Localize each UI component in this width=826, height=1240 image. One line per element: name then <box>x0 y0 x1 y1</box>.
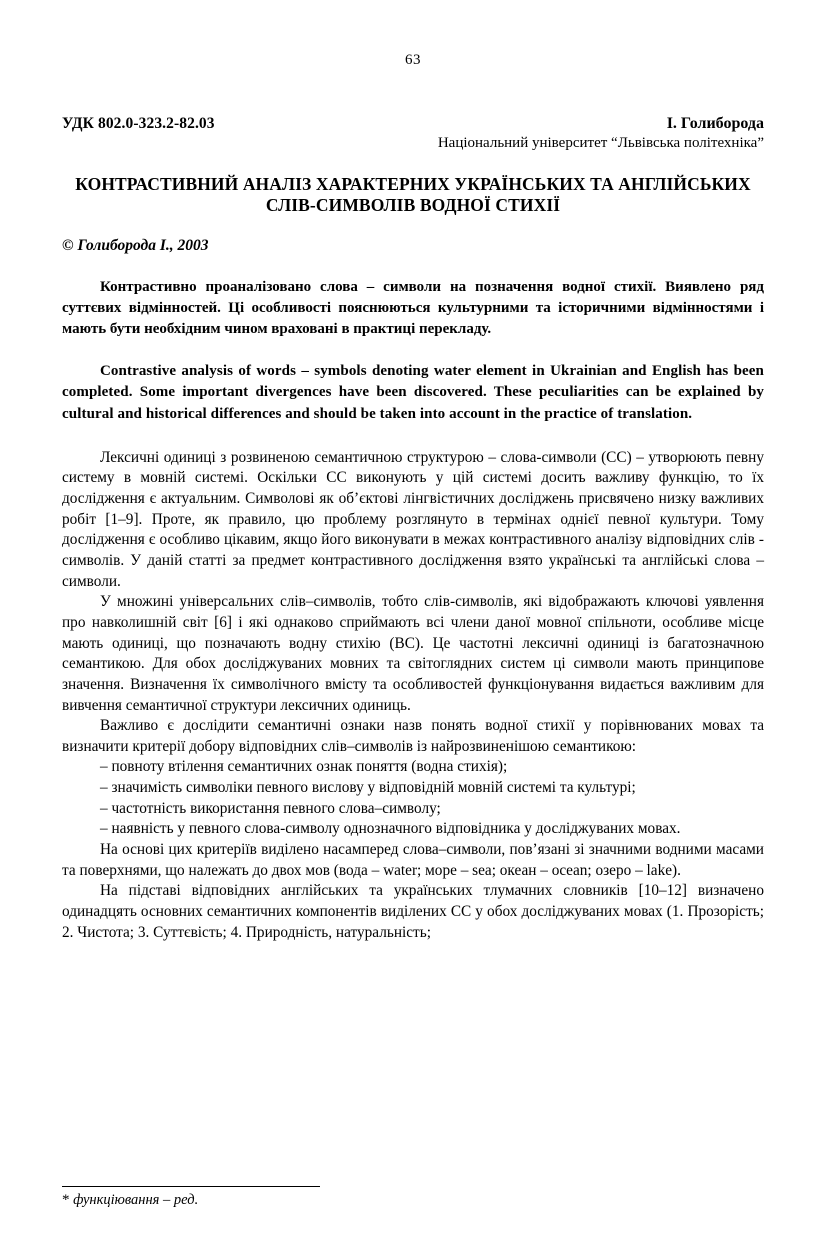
list-item: – наявність у певного слова-символу однозначного відповідника у досліджуваних мовах. <box>100 820 681 838</box>
criteria-list <box>62 757 764 840</box>
list-item: – частотність використання певного слова–символу; <box>100 799 441 817</box>
abstract-ukrainian: Контрастивно проаналізовано слова – символи на позначення водної стихії. Виявлено ряд суттєвих відмінностей. Ці особливості пояснюються культурними та історичними відмінностями і мають бути необхідним чином враховані в практиці перекладу. <box>62 278 764 338</box>
body-paragraph-2: У множині універсальних слів–символів, тобто слів-символів, які відображають ключові уявлення про навколишній світ [6] і які однаково сприймають всі члени даної мовної спільноти, особливе місце мають одиниці, що позначають водну стихію (ВС). Це частотні лексичні одиниці із багатозначною семантикою. Для обох досліджуваних мовних та світоглядних систем ці символи мають принципове значення. Визначення їх символічного вмісту та особливостей функціонування видається важливим для вивчення семантичної структури лексичних одиниць. <box>62 593 764 714</box>
body-paragraph-4: На основі цих критеріїв виділено насамперед слова–символи, пов’язані зі значними водними масами та поверхнями, що належать до двох мов (вода – water; море – sea; океан – ocean; озеро – lake). <box>62 841 764 879</box>
author-name: І. Голиборода <box>666 115 764 132</box>
list-item: – значимість символіки певного вислову у відповідній мовній системі та культурі; <box>100 779 636 797</box>
page-number: 63 <box>405 52 421 68</box>
footnote-text: функціювання – ред. <box>73 1191 199 1208</box>
affiliation: Національний університет “Львівська політехніка” <box>437 135 764 151</box>
body-paragraph-5: На підставі відповідних англійських та українських тлумачних словників [10–12] визначено одинадцять основних семантичних компонентів виділених СС у обох досліджуваних мовах (1. Прозорість; 2. Чистота; 3. Суттєвість; 4. Природність, натуральність; <box>62 882 764 941</box>
body-paragraph-1: Лексичні одиниці з розвиненою семантичною структурою – слова-символи (СС) – утворюють певну систему в мовній системі. Оскільки СС виконують у цій системі досить важливу функцію, то їх дослідження є актуальним. Символові як об’єктові лінгвістичних досліджень присвячено низку важливих робіт [1–9]. Проте, як правило, цю проблему розглянуто в термінах однієї певної культури. Тому дослідження є особливо цікавим, якщо його виконувати в межах контрастивного аналізу відповідних слів - символів. У даній статті за предмет контрастивного дослідження взято українські та англійські слова – символи. <box>62 448 764 590</box>
copyright-line: © Голиборода І., 2003 <box>62 236 209 254</box>
udc-code: УДК 802.0-323.2-82.03 <box>62 115 215 132</box>
footnote-divider <box>62 1186 320 1187</box>
footnote-marker: * <box>62 1191 70 1208</box>
footnote-block <box>62 1172 762 1211</box>
body-text <box>62 448 764 943</box>
page-title: КОНТРАСТИВНИЙ АНАЛІЗ ХАРАКТЕРНИХ УКРАЇНСЬКИХ ТА АНГЛІЙСЬКИХ СЛІВ-СИМВОЛІВ ВОДНОЇ СТИХІЇ <box>75 174 751 216</box>
list-item: – повноту втілення семантичних ознак поняття (водна стихія); <box>100 758 508 776</box>
body-paragraph-3: Важливо є дослідити семантичні ознаки назв понять водної стихії у порівнюваних мовах та визначити критерії добору відповідних слів–символів із найрозвиненішою семантикою: <box>62 717 764 755</box>
footnote <box>62 1191 762 1211</box>
abstract-english: Contrastive analysis of words – symbols denoting water element in Ukrainian and English has been completed. Some important divergences have been discovered. These peculiarities can be explained by cultural and historical differences and should be taken into account in the practice of translation. <box>62 362 764 423</box>
